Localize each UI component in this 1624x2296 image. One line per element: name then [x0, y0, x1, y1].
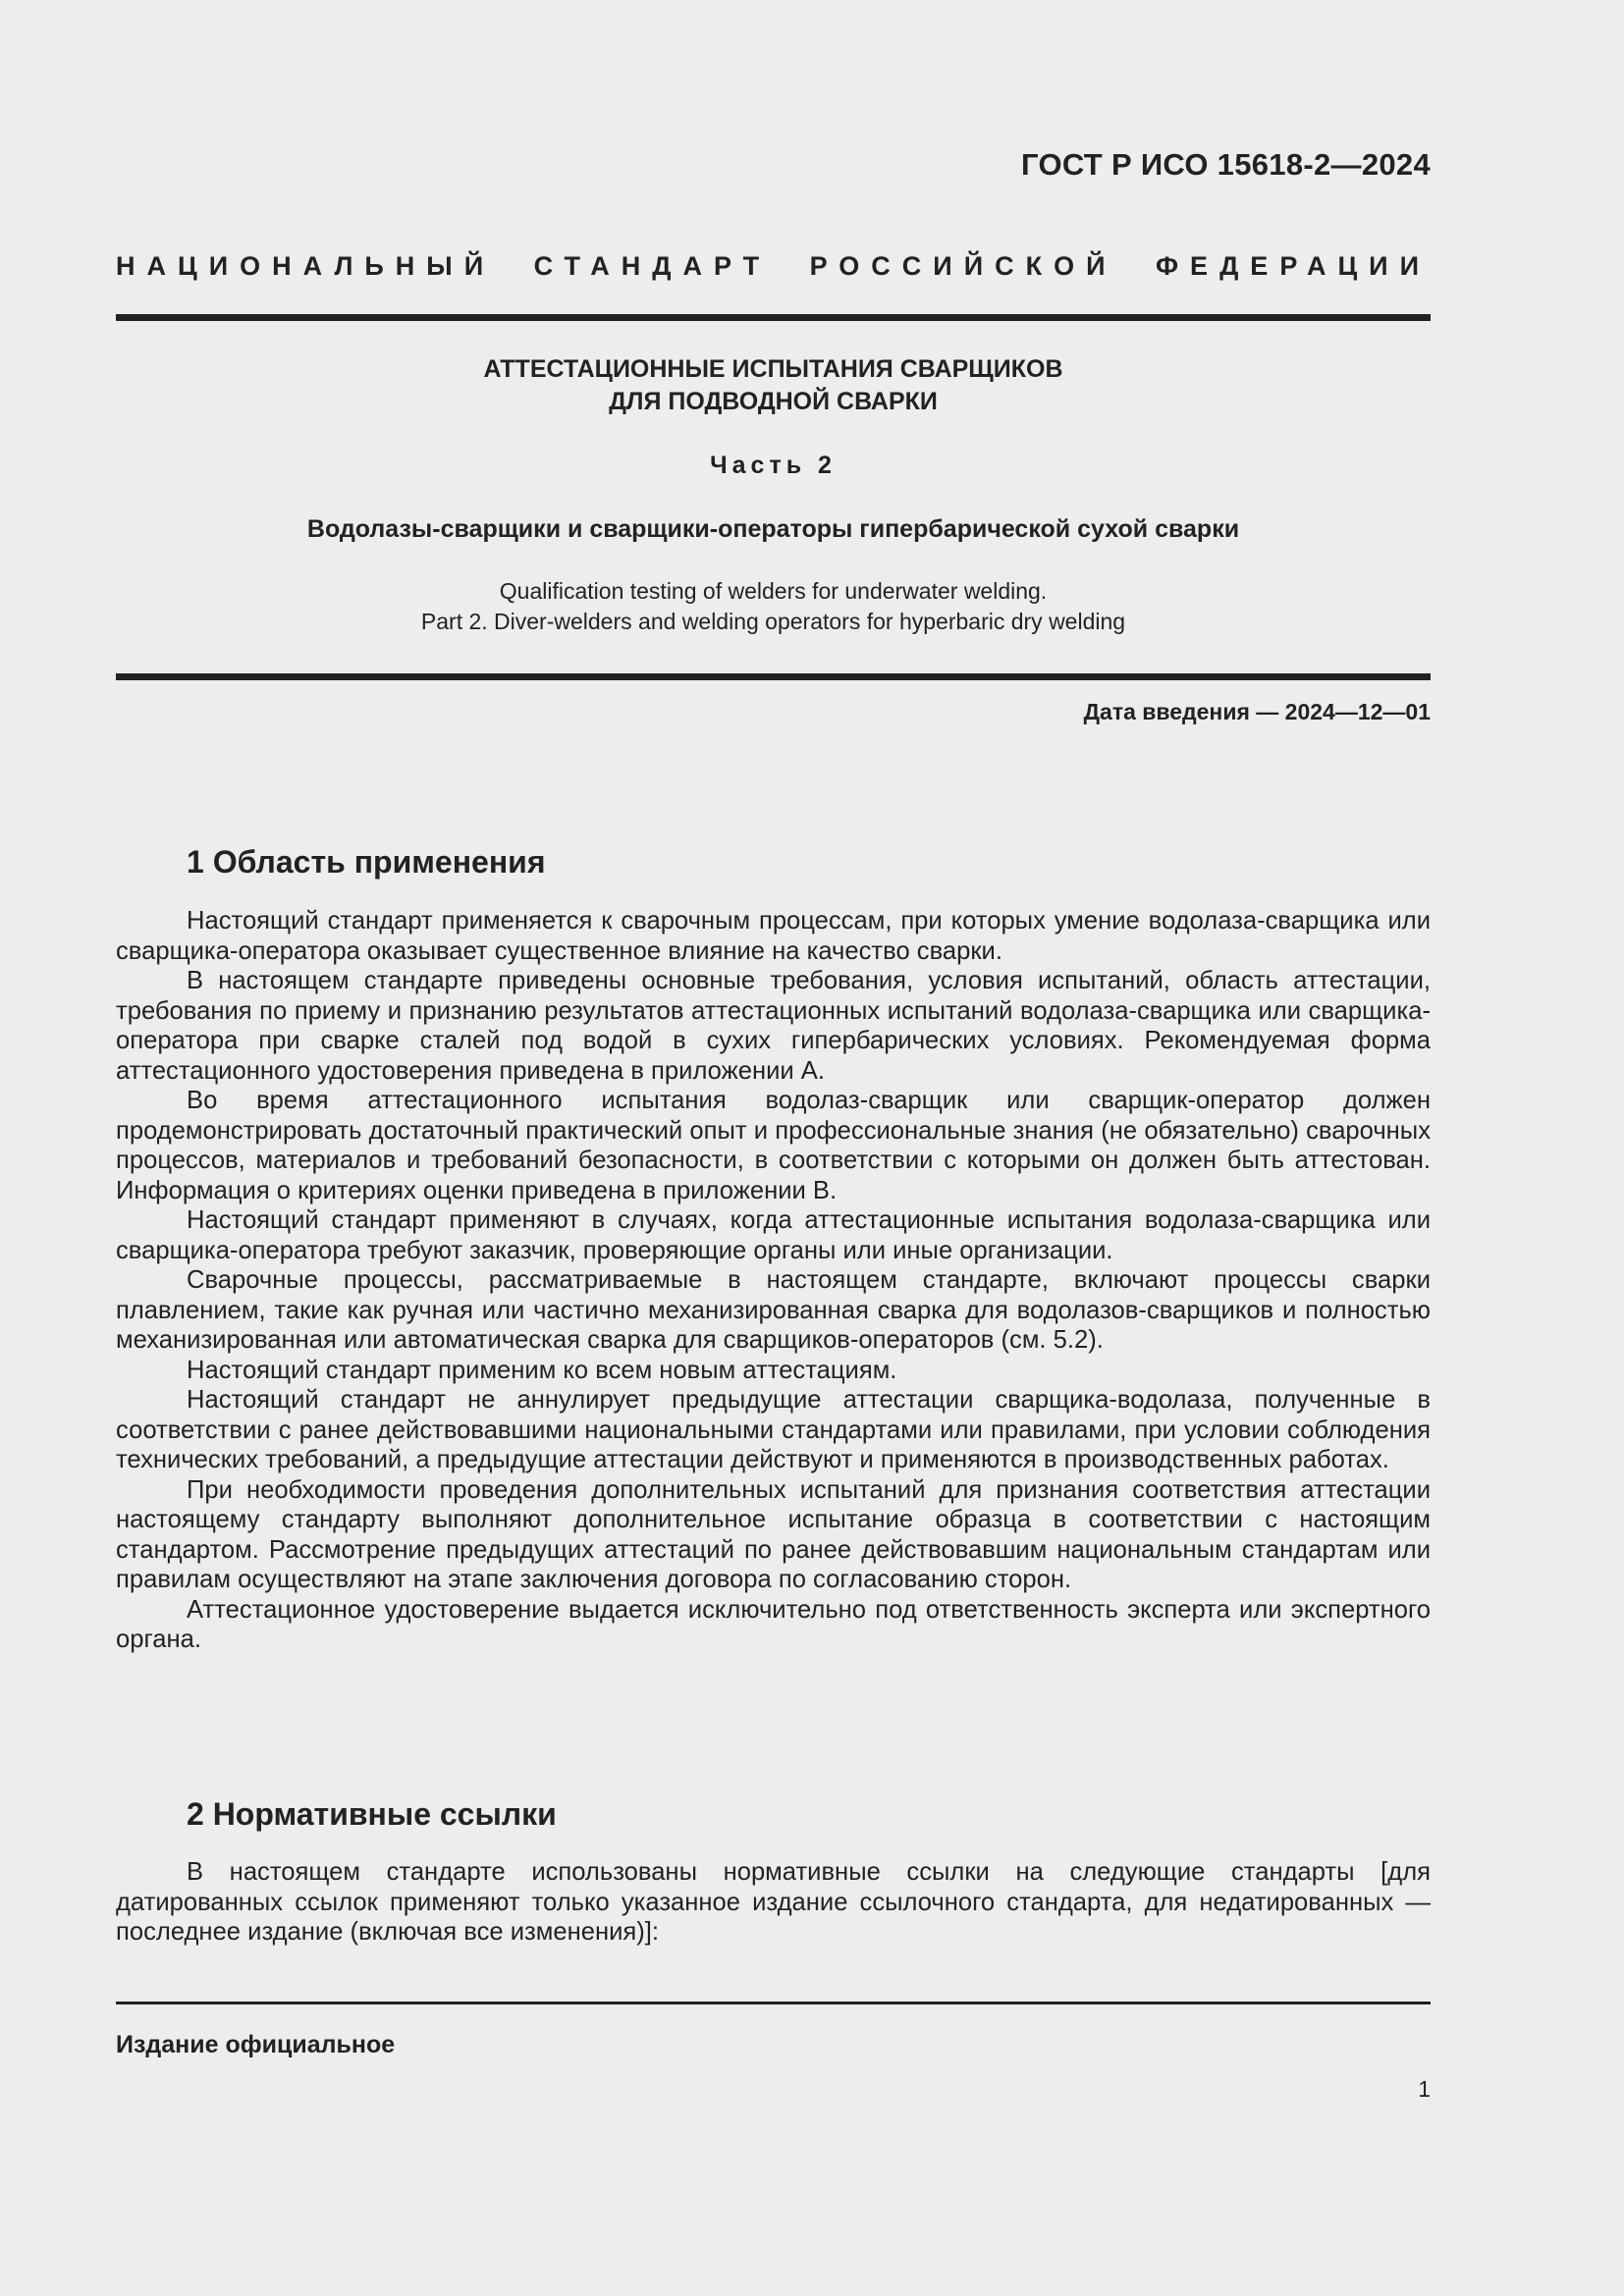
national-word-3: РОССИЙСКОЙ — [809, 251, 1117, 281]
top-rule — [116, 314, 1431, 321]
national-standard-banner — [116, 251, 1431, 282]
section-1-paragraph: Настоящий стандарт применяется к сварочным процессам, при которых умение водолаза-сварщика или сварщика-оператора оказывает существенное влияние на качество сварки. — [116, 907, 1431, 965]
part-subtitle: Водолазы-сварщики и сварщики-операторы гипербарической сухой сварки — [306, 515, 1240, 543]
national-word-4: ФЕДЕРАЦИИ — [1156, 251, 1431, 281]
section-2-paragraph: В настоящем стандарте использованы нормативные ссылки на следующие стандарты [для датированных ссылок применяют только указанное издание ссылочного стандарта, для недатированных — последнее издание (включая все изменения)]: — [116, 1858, 1431, 1946]
title-line-2: ДЛЯ ПОДВОДНОЙ СВАРКИ — [609, 388, 938, 415]
section-1-paragraph: Сварочные процессы, рассматриваемые в настоящем стандарте, включают процессы сварки плавлением, такие как ручная или частично механизированная сварка для водолазов-сварщиков и полностью механизированная или автоматическая сварка для сварщиков-операторов (см. 5.2). — [116, 1266, 1431, 1354]
introduction-date: Дата введения — 2024—12—01 — [1083, 699, 1431, 724]
document-title — [116, 353, 1431, 418]
section-1-paragraph: Во время аттестационного испытания водолаз-сварщик или сварщик-оператор должен продемонстрировать достаточный практический опыт и профессиональные знания (не обязательно) сварочных процессов, материалов и требований безопасности, в соответствии с которыми он должен быть аттестован. Информация о критериях оценки приведена в приложении В. — [116, 1087, 1431, 1204]
title-bottom-rule — [116, 673, 1431, 680]
national-word-2: СТАНДАРТ — [533, 251, 772, 281]
footer-rule — [116, 2002, 1431, 2004]
national-word-1: НАЦИОНАЛЬНЫЙ — [116, 251, 496, 281]
section-1-paragraph: Настоящий стандарт применим ко всем новым аттестациям. — [187, 1356, 897, 1384]
title-line-1: АТТЕСТАЦИОННЫЕ ИСПЫТАНИЯ СВАРЩИКОВ — [483, 355, 1063, 383]
section-1-paragraph: При необходимости проведения дополнительных испытаний для признания соответствия аттестации настоящему стандарту выполняют дополнительное испытание образца в соответствии с настоящим стандартом. Рассмотрение предыдущих аттестаций по ранее действовавшим национальным стандартам или правилам осуществляют на этапе заключения договора по согласованию сторон. — [116, 1475, 1431, 1593]
section-2-body — [116, 1857, 1431, 1948]
part-label: Часть 2 — [710, 452, 837, 479]
section-1-heading: 1 Область применения — [187, 844, 546, 880]
section-1-paragraph: Аттестационное удостоверение выдается исключительно под ответственность эксперта или экспертного органа. — [116, 1595, 1431, 1653]
section-2-heading: 2 Нормативные ссылки — [187, 1796, 557, 1832]
section-1-paragraph: Настоящий стандарт применяют в случаях, когда аттестационные испытания водолаза-сварщика или сварщика-оператора требуют заказчик, проверяющие органы или иные организации. — [116, 1206, 1431, 1264]
english-title-line-1: Qualification testing of welders for underwater welding. — [499, 578, 1048, 604]
section-1-paragraph: В настоящем стандарте приведены основные требования, условия испытаний, область аттестации, требования по приему и признанию результатов аттестационных испытаний водолаза-сварщика или сварщика-оператора при сварке сталей под водой в сухих гипербарических условиях. Рекомендуемая форма аттестационного удостоверения приведена в приложении А. — [116, 967, 1431, 1085]
official-edition-label: Издание официальное — [116, 2031, 396, 2058]
section-1-body — [116, 906, 1431, 1655]
english-title — [116, 576, 1431, 637]
document-page — [116, 0, 1431, 2296]
page-number: 1 — [1418, 2076, 1431, 2102]
section-1-paragraph: Настоящий стандарт не аннулирует предыдущие аттестации сварщика-водолаза, полученные в соответствии с ранее действовавшими национальными стандартами или правилами, при условии соблюдения технических требований, а предыдущие аттестации действуют и применяются в производственных работах. — [116, 1386, 1431, 1473]
standard-code: ГОСТ Р ИСО 15618-2—2024 — [1021, 147, 1431, 182]
english-title-line-2: Part 2. Diver-welders and welding operators for hyperbaric dry welding — [420, 609, 1126, 634]
